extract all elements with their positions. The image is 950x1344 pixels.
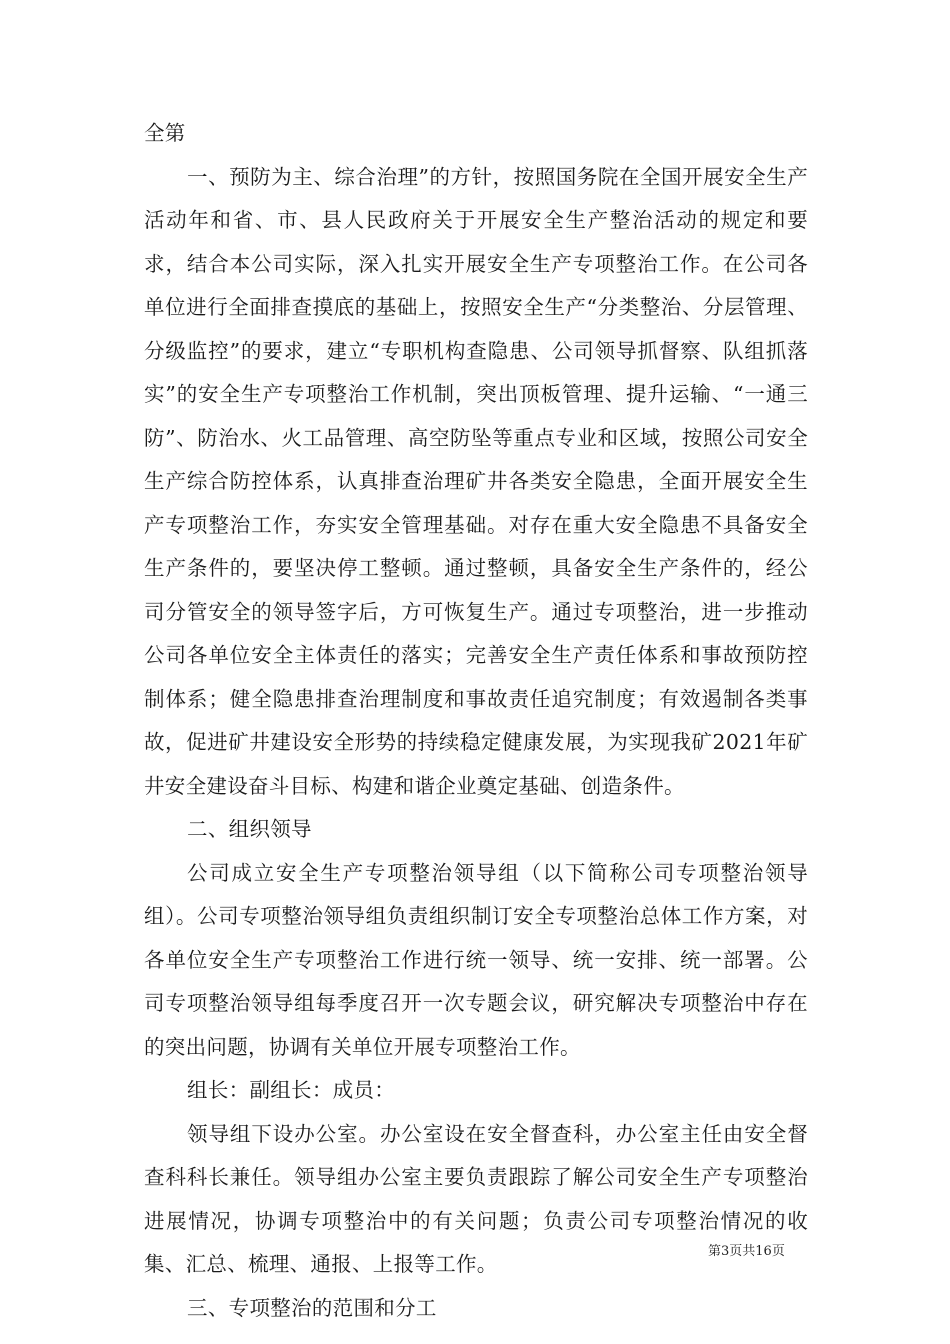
- document-body: [144, 112, 808, 1330]
- paragraph-group-members: 组长：副组长：成员：: [187, 1078, 396, 1102]
- paragraph-leadership-group: 公司成立安全生产专项整治领导组（以下简称公司专项整治领导组）。公司专项整治领导组负责组织制订安全专项整治总体工作方案，对各单位安全生产专项整治工作进行统一领导、统一安排、统一部署。公司专项整治领导组每季度召开一次专题会议，研究解决专项整治中存在的突出问题，协调有关单位开展专项整治工作。: [144, 860, 808, 1059]
- section-heading-organization: 二、组织领导: [187, 817, 312, 841]
- paragraph-fragment: 全第: [144, 121, 186, 145]
- paragraph-policy-intro: 一、预防为主、综合治理”的方针，按照国务院在全国开展安全生产活动年和省、市、县人民政府关于开展安全生产整治活动的规定和要求，结合本公司实际，深入扎实开展安全生产专项整治工作。在公司各单位进行全面排查摸底的基础上，按照安全生产“分类整治、分层管理、分级监控”的要求，建立“专职机构查隐患、公司领导抓督察、队组抓落实”的安全生产专项整治工作机制，突出顶板管理、提升运输、“一通三防”、防治水、火工品管理、高空防坠等重点专业和区域，按照公司安全生产综合防控体系，认真排查治理矿井各类安全隐患，全面开展安全生产专项整治工作，夯实安全管理基础。对存在重大安全隐患不具备安全生产条件的，要坚决停工整顿。通过整顿，具备安全生产条件的，经公司分管安全的领导签字后，方可恢复生产。通过专项整治，进一步推动公司各单位安全主体责任的落实；完善安全生产责任体系和事故预防控制体系；健全隐患排查治理制度和事故责任追究制度；有效遏制各类事故，促进矿井建设安全形势的持续稳定健康发展，为实现我矿2021年矿井安全建设奋斗目标、构建和谐企业奠定基础、创造条件。: [144, 164, 808, 798]
- page-number-footer: 第3页共16页: [708, 1244, 785, 1259]
- paragraph-office: 领导组下设办公室。办公室设在安全督查科，办公室主任由安全督查科科长兼任。领导组办公室主要负责跟踪了解公司安全生产专项整治进展情况，协调专项整治中的有关问题；负责公司专项整治情况的收集、汇总、梳理、通报、上报等工作。: [144, 1121, 808, 1276]
- section-heading-scope: 三、专项整治的范围和分工: [187, 1295, 437, 1320]
